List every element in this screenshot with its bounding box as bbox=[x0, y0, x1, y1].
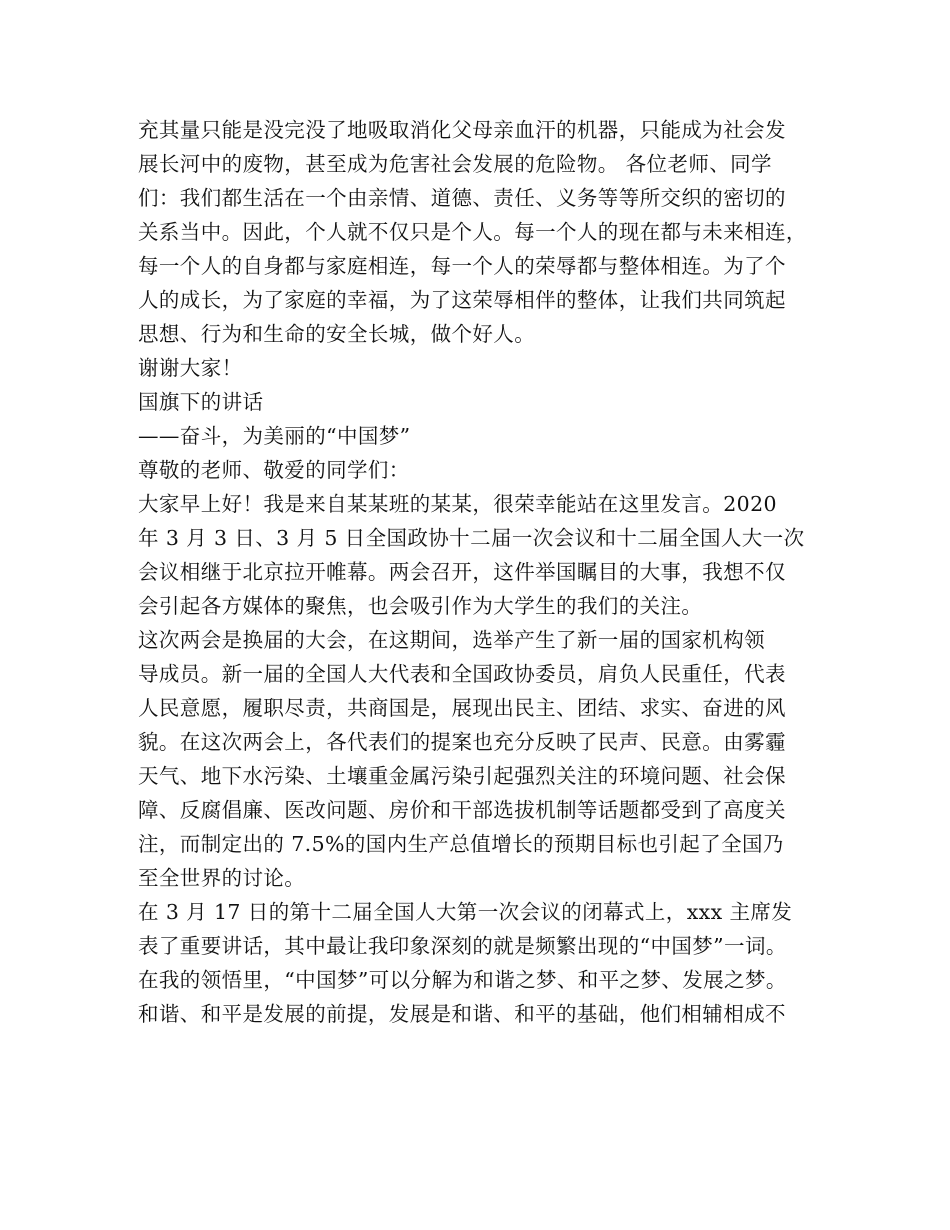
text-line: 思想、行为和生命的安全长城，做个好人。 bbox=[138, 322, 536, 346]
text-line: 人民意愿，履职尽责，共商国是，展现出民主、团结、求实、奋进的风 bbox=[138, 696, 786, 720]
closing-remark: 谢谢大家！ bbox=[138, 356, 243, 380]
text-line: 们：我们都生活在一个由亲情、道德、责任、义务等等所交织的密切的 bbox=[138, 186, 786, 210]
text-line: 表了重要讲话，其中最让我印象深刻的就是频繁出现的“中国梦”一词。 bbox=[138, 934, 787, 958]
text-line: 在 3 月 17 日的第十二届全国人大第一次会议的闭幕式上，xxx 主席发 bbox=[138, 900, 793, 924]
text-line: 展长河中的废物，甚至成为危害社会发展的危险物。 各位老师、同学 bbox=[138, 152, 772, 176]
text-line: 每一个人的自身都与家庭相连，每一个人的荣辱都与整体相连。为了个 bbox=[138, 254, 786, 278]
text-line: 天气、地下水污染、土壤重金属污染引起强烈关注的环境问题、社会保 bbox=[138, 764, 786, 788]
text-line: 充其量只能是没完没了地吸取消化父母亲血汗的机器，只能成为社会发 bbox=[138, 118, 786, 142]
text-line: 注，而制定出的 7.5%的国内生产总值增长的预期目标也引起了全国乃 bbox=[138, 832, 784, 856]
text-line: 貌。在这次两会上，各代表们的提案也充分反映了民声、民意。由雾霾 bbox=[138, 730, 786, 754]
text-line: 会议相继于北京拉开帷幕。两会召开，这件举国瞩目的大事，我想不仅 bbox=[138, 560, 786, 584]
text-line: 大家早上好！我是来自某某班的某某，很荣幸能站在这里发言。2020 bbox=[138, 492, 777, 516]
speech-subtitle: ——奋斗，为美丽的“中国梦” bbox=[138, 424, 411, 448]
text-line: 至全世界的讨论。 bbox=[138, 866, 306, 890]
text-line: 和谐、和平是发展的前提，发展是和谐、和平的基础，他们相辅相成不 bbox=[138, 1002, 786, 1026]
text-line: 人的成长，为了家庭的幸福，为了这荣辱相伴的整体，让我们共同筑起 bbox=[138, 288, 786, 312]
text-line: 障、反腐倡廉、医改问题、房价和干部选拔机制等话题都受到了高度关 bbox=[138, 798, 786, 822]
text-line: 导成员。新一届的全国人大代表和全国政协委员，肩负人民重任，代表 bbox=[138, 662, 786, 686]
text-line: 这次两会是换届的大会，在这期间，选举产生了新一届的国家机构领 bbox=[138, 628, 765, 652]
text-line: 会引起各方媒体的聚焦，也会吸引作为大学生的我们的关注。 bbox=[138, 594, 703, 618]
text-line: 关系当中。因此，个人就不仅只是个人。每一个人的现在都与未来相连， bbox=[138, 220, 807, 244]
text-line: 年 3 月 3 日、3 月 5 日全国政协十二届一次会议和十二届全国人大一次 bbox=[138, 526, 805, 550]
text-line: 在我的领悟里，“中国梦”可以分解为和谐之梦、和平之梦、发展之梦。 bbox=[138, 968, 787, 992]
speech-title: 国旗下的讲话 bbox=[138, 390, 264, 414]
salutation: 尊敬的老师、敬爱的同学们： bbox=[138, 458, 410, 482]
